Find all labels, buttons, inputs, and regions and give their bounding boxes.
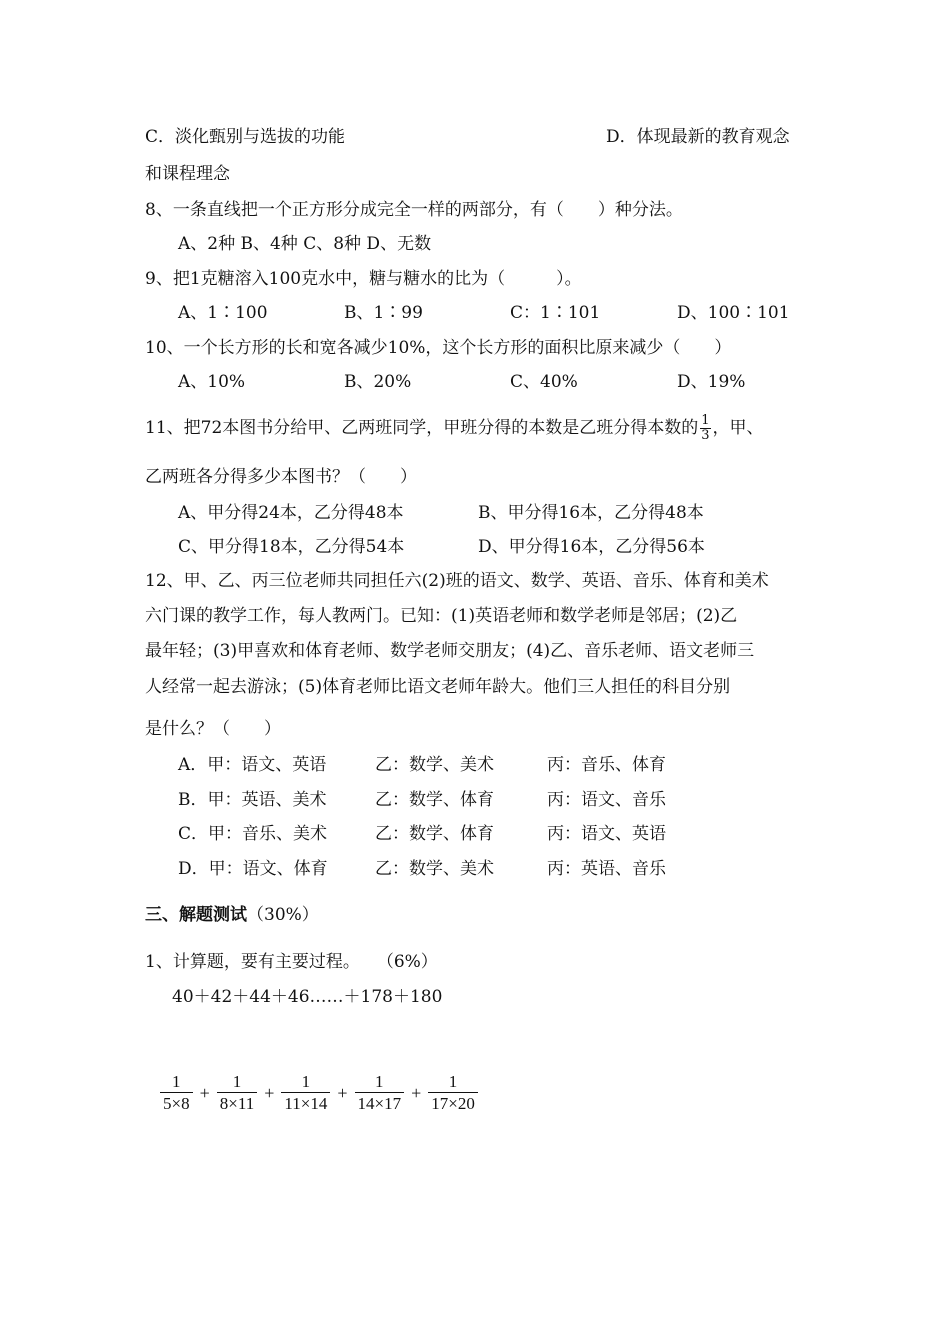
q12-option-b-bing: 丙：语文、音乐 [547,790,666,810]
fraction-denominator: 11×14 [284,1094,328,1113]
q7-option-d-cont: 和课程理念 [145,164,230,184]
fraction-numerator: 1 [301,1072,311,1091]
q9-stem: 9、把1克糖溶入100克水中，糖与糖水的比为（ ）。 [145,269,582,289]
q7-option-c: C．淡化甄别与选拔的功能 [145,127,346,147]
plus-sign: + [199,1083,210,1103]
section-3-heading [145,904,319,926]
calc-expression-1: 40＋42＋44＋46……＋178＋180 [172,987,443,1007]
q12-line: 最年轻；(3)甲喜欢和体育老师、数学老师交朋友；(4)乙、音乐老师、语文老师三 [145,641,755,661]
section-3-title: 三、解题测试 [145,905,247,925]
q8-stem: 8、一条直线把一个正方形分成完全一样的两部分，有（ ）种分法。 [145,200,683,220]
q12-line: 是什么？（ ） [145,719,281,739]
calc-expression-2 [160,1072,478,1115]
fraction-denominator: 17×20 [431,1094,475,1113]
fraction [428,1072,478,1115]
q12-option-a-bing: 丙：音乐、体育 [547,755,666,775]
q12-line: 六门课的教学工作，每人教两门。已知：(1)英语老师和数学老师是邻居；(2)乙 [145,606,738,626]
q12-option-d-jia: D．甲：语文、体育 [178,859,328,879]
q11-option-a: A、甲分得24本，乙分得48本 [178,503,404,523]
q12-option-b-jia: B．甲：英语、美术 [178,790,327,810]
q10-option-c: C、40% [510,372,578,392]
q11-option-d: D、甲分得16本，乙分得56本 [478,537,705,557]
q10-option-d: D、19% [677,372,746,392]
q12-option-c-jia: C．甲：音乐、美术 [178,824,328,844]
q11-option-b: B、甲分得16本，乙分得48本 [478,503,704,523]
q12-option-a-jia: A．甲：语文、英语 [178,755,327,775]
plus-sign: + [264,1083,275,1103]
q11-stem-text: 11、把72本图书分给甲、乙两班同学，甲班分得的本数是乙班分得本数的 [145,418,699,438]
fraction [160,1072,193,1115]
q10-option-a: A、10% [178,372,246,392]
q9-option-c: C：1∶101 [510,303,601,323]
q11-fraction-num: 1 [701,413,710,428]
q12-option-d-bing: 丙：英语、音乐 [547,859,666,879]
q11-option-c: C、甲分得18本，乙分得54本 [178,537,405,557]
q10-option-b: B、20% [344,372,412,392]
q12-option-c-bing: 丙：语文、英语 [547,824,666,844]
q9-option-d: D、100∶101 [677,303,790,323]
fraction-denominator: 8×11 [219,1094,255,1113]
section-3-score: （30%） [247,905,319,925]
fraction-denominator: 5×8 [163,1094,190,1113]
fraction [281,1072,330,1115]
q9-option-b: B、1∶99 [344,303,423,323]
q11-fraction [700,414,710,443]
q11-stem [145,414,764,443]
q12-option-c-yi: 乙：数学、体育 [375,824,494,844]
plus-sign: + [337,1083,348,1103]
q12-option-a-yi: 乙：数学、美术 [375,755,494,775]
q11-stem-tail: ，甲、 [712,418,764,438]
q12-line: 12、甲、乙、丙三位老师共同担任六(2)班的语文、数学、英语、音乐、体育和美术 [145,571,769,591]
calc-stem: 1、计算题，要有主要过程。 （6%） [145,952,438,972]
fraction-numerator: 1 [232,1072,242,1091]
q12-option-d-yi: 乙：数学、美术 [375,859,494,879]
q11-fraction-den: 3 [701,428,710,443]
q8-options: A、2种 B、4种 C、8种 D、无数 [178,234,432,254]
q9-option-a: A、1∶100 [178,303,268,323]
fraction [217,1072,257,1115]
q12-line: 人经常一起去游泳；(5)体育老师比语文老师年龄大。他们三人担任的科目分别 [145,677,731,697]
q11-stem-cont: 乙两班各分得多少本图书？（ ） [145,467,417,487]
plus-sign: + [411,1083,422,1103]
fraction-numerator: 1 [448,1072,458,1091]
fraction-denominator: 14×17 [357,1094,402,1113]
fraction-numerator: 1 [375,1072,384,1091]
fraction-numerator: 1 [172,1072,181,1091]
fraction [355,1072,405,1115]
q12-option-b-yi: 乙：数学、体育 [375,790,494,810]
q7-option-d: D．体现最新的教育观念 [606,127,790,147]
q10-stem: 10、一个长方形的长和宽各减少10%，这个长方形的面积比原来减少（ ） [145,338,732,358]
